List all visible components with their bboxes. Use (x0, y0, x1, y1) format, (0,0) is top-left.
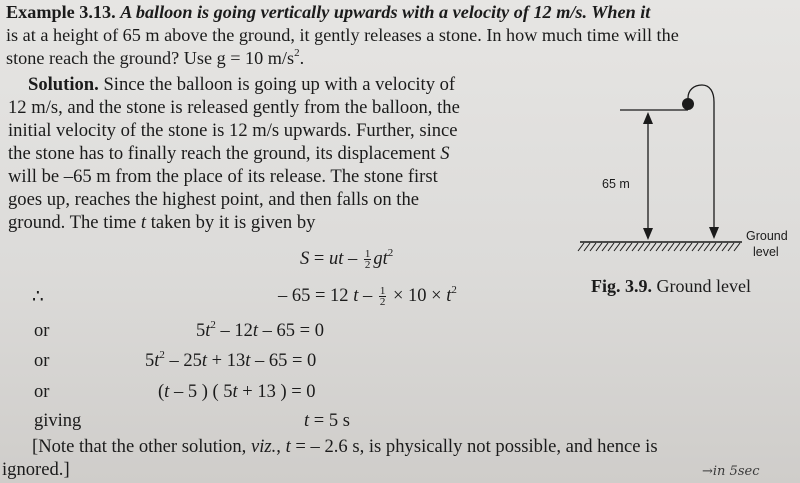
ground-label-line-1: Ground (746, 229, 788, 243)
hatch-stroke (722, 243, 728, 251)
hatch-stroke (626, 243, 632, 251)
giving-label: giving (34, 411, 82, 431)
solution-line-2: 12 m/s, and the stone is released gently from the balloon, the (8, 97, 460, 118)
hatch-stroke (590, 243, 596, 251)
or-label-1: or (34, 321, 50, 341)
hatch-stroke (704, 243, 710, 251)
solution-line-7: ground. The time t taken by it is given by (8, 212, 316, 233)
hatch-stroke (602, 243, 608, 251)
solution-line-3: initial velocity of the stone is 12 m/s upwards. Further, since (8, 120, 458, 141)
hatch-stroke (650, 243, 656, 251)
hatch-stroke (674, 243, 680, 251)
hatch-stroke (656, 243, 662, 251)
hatch-stroke (608, 243, 614, 251)
figure-balloon-diagram (570, 82, 796, 272)
hatch-stroke (596, 243, 602, 251)
hatch-stroke (698, 243, 704, 251)
or-label-2: or (34, 351, 50, 371)
hatch-stroke (680, 243, 686, 251)
height-arrow-up-icon (643, 112, 653, 124)
handwritten-annotation: →in 5sec (702, 464, 760, 479)
equation-5: (t – 5 ) ( 5t + 13 ) = 0 (158, 382, 316, 402)
note-line-2: ignored.] (2, 459, 70, 480)
question-line-2: is at a height of 65 m above the ground, it gently releases a stone. In how much time will the (6, 25, 679, 45)
stone-icon (682, 98, 694, 110)
hatch-stroke (662, 243, 668, 251)
solution-line-6: goes up, reaches the highest point, and then falls on the (8, 189, 420, 210)
note-line-1: [Note that the other solution, viz., t = – 2.6 s, is physically not possible, and hence is (32, 436, 658, 457)
hatch-stroke (692, 243, 698, 251)
ground-hatching (578, 243, 740, 251)
solution-line-5: will be –65 m from the place of its release. The stone first (8, 166, 438, 187)
hatch-stroke (734, 243, 740, 251)
figure-caption: Fig. 3.9. Ground level (591, 276, 751, 296)
hatch-stroke (638, 243, 644, 251)
hatch-stroke (584, 243, 590, 251)
hatch-stroke (686, 243, 692, 251)
example-label: Example 3.13. (6, 2, 116, 22)
solution-line-1: Solution. Since the balloon is going up with a velocity of (28, 74, 456, 95)
equation-6: t = 5 s (304, 411, 350, 431)
therefore-symbol: ∴ (32, 287, 44, 307)
solution-label: Solution. (28, 74, 99, 95)
hatch-stroke (668, 243, 674, 251)
fraction-half: $\frac{1}{2}$ (364, 248, 371, 272)
question-line-1: Example 3.13. A balloon is going vertically upwards with a velocity of 12 m/s. When it (6, 2, 651, 22)
hatch-stroke (578, 243, 584, 251)
hatch-stroke (728, 243, 734, 251)
hatch-stroke (620, 243, 626, 251)
ground-label-line-2: level (753, 245, 779, 259)
trajectory-arrowhead-icon (709, 227, 719, 239)
equation-2: – 65 = 12 t – $\frac{1}{2}$ × $10 \times t^2$ (278, 284, 457, 309)
equation-4: $5t^2 - 25t + 13t - 65 = 0$ (145, 349, 317, 371)
hatch-stroke (710, 243, 716, 251)
or-label-3: or (34, 382, 50, 402)
equation-1: S = ut – $\frac{1}{2}$ $gt^2$ (300, 247, 394, 272)
solution-line-4: the stone has to finally reach the ground, its displacement S (8, 143, 450, 164)
height-label: 65 m (602, 177, 630, 191)
hatch-stroke (644, 243, 650, 251)
question-line-3: stone reach the ground? Use g = 10 $m/s^2$. (6, 47, 305, 68)
height-arrow-down-icon (643, 228, 653, 240)
equation-3: $5t^2 - 12t - 65 = 0$ (196, 319, 324, 341)
hatch-stroke (632, 243, 638, 251)
hatch-stroke (716, 243, 722, 251)
hatch-stroke (614, 243, 620, 251)
